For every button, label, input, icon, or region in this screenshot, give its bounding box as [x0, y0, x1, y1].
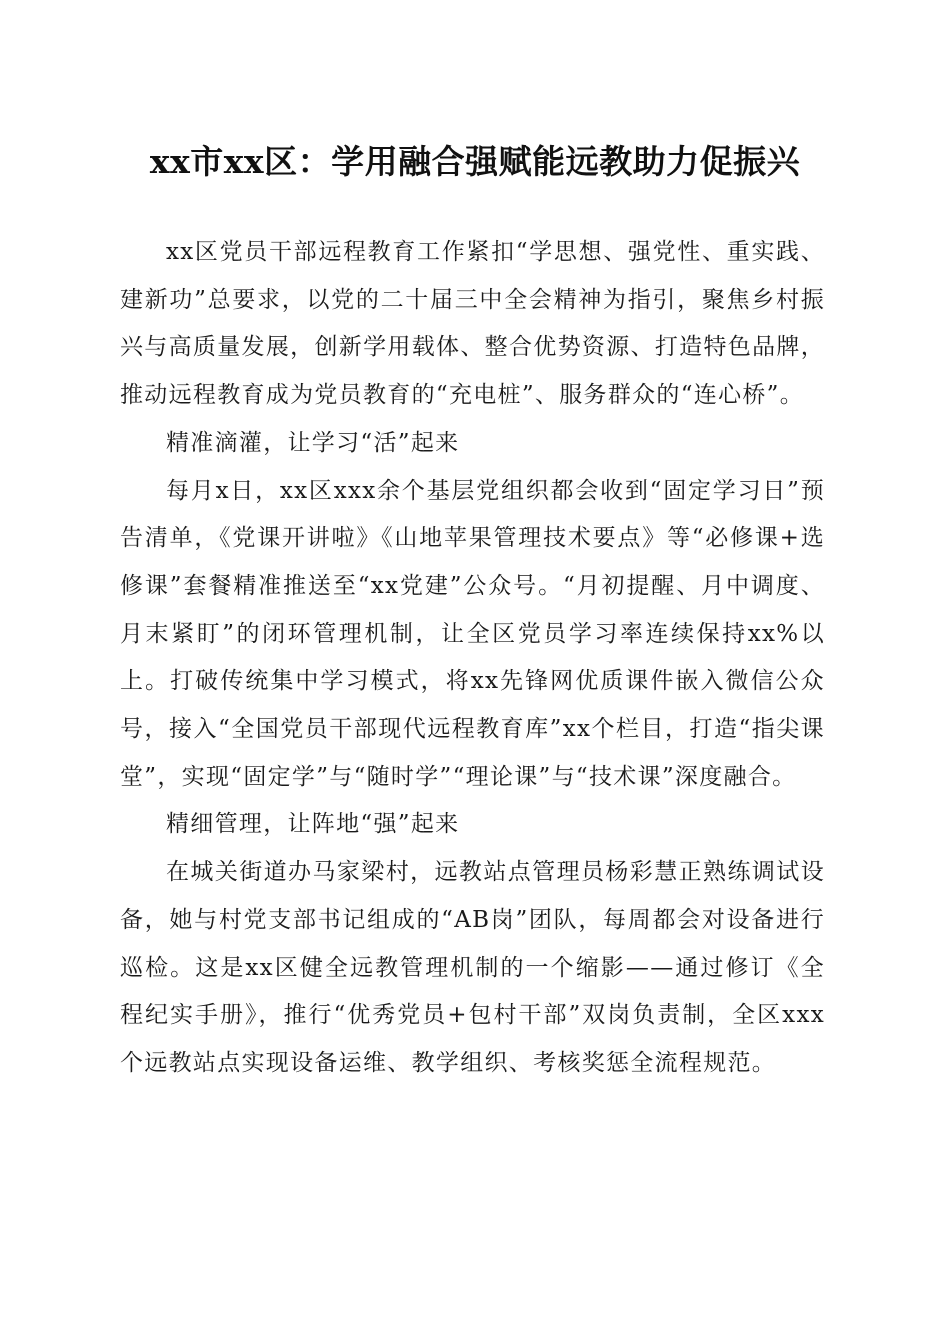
intro-paragraph: xx区党员干部远程教育工作紧扣“学思想、强党性、重实践、建新功”总要求，以党的二十届三中全会精神为指引，聚焦乡村振兴与高质量发展，创新学用载体、整合优势资源、打造特色品牌，推动远程教育成为党员教育的“充电桩”、服务群众的“连心桥”。 [120, 239, 825, 409]
body-paragraph: 在城关街道办马家梁村，远教站点管理员杨彩慧正熟练调试设备，她与村党支部书记组成的“AB岗”团队，每周都会对设备进行巡检。这是xx区健全远教管理机制的一个缩影——通过修订《全程纪实手册》，推行“优秀党员+包村干部”双岗负责制，全区xxx个远教站点实现设备运维、教学组织、考核奖惩全流程规范。 [120, 859, 825, 1076]
section-heading: 精细管理，让阵地“强”起来 [166, 811, 460, 838]
body-paragraph: 每月x日，xx区xxx余个基层党组织都会收到“固定学习日”预告清单，《党课开讲啦》《山地苹果管理技术要点》等“必修课+选修课”套餐精准推送至“xx党建”公众号。“月初提醒、月中调度、月末紧盯”的闭环管理机制，让全区党员学习率连续保持xx%以上。打破传统集中学习模式，将xx先锋网优质课件嵌入微信公众号，接入“全国党员干部现代远程教育库”xx个栏目，打造“指尖课堂”，实现“固定学”与“随时学”“理论课”与“技术课”深度融合。 [120, 477, 825, 790]
document-title: xx市xx区：学用融合强赋能远教助力促振兴 [149, 142, 801, 181]
section-heading: 精准滴灌，让学习“活”起来 [166, 429, 460, 456]
document-body [120, 229, 825, 1088]
